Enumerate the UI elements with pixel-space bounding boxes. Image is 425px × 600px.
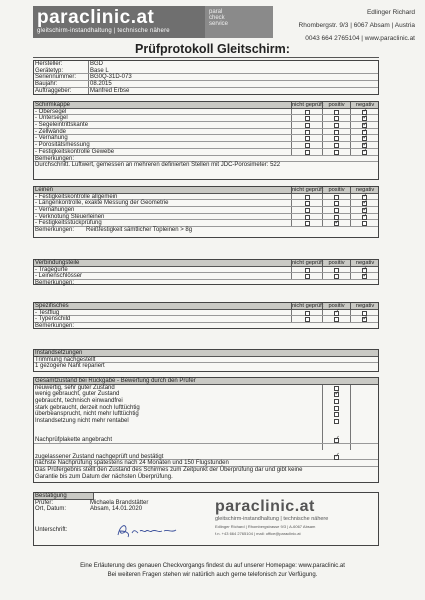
check-item-label: - Längenkontrolle, exakte Messung der Geometrie xyxy=(35,200,169,207)
info-value: Manfred Erbse xyxy=(90,87,130,94)
negative-checkbox[interactable] xyxy=(362,150,367,155)
column-divider xyxy=(291,214,292,220)
column-divider xyxy=(322,207,323,213)
logo-subtitle: gleitschirm-instandhaltung | technische nähere xyxy=(37,28,170,34)
column-divider xyxy=(322,273,323,279)
negative-checkbox[interactable] xyxy=(362,215,367,220)
column-divider xyxy=(350,273,351,279)
check-item-row xyxy=(34,200,378,207)
check-items xyxy=(34,109,378,156)
page-title: Prüfprotokoll Gleitschirm: xyxy=(135,42,290,56)
remarks-label-text: Bemerkungen: xyxy=(35,155,75,162)
col-not-checked: nicht geprüft xyxy=(292,102,324,108)
condition-label: überbeansprucht, nicht mehr lufttüchtig xyxy=(35,411,139,418)
ort-label: Ort, Datum: xyxy=(35,506,67,513)
check-item-label: - Segeleintrittskante xyxy=(35,122,89,129)
check-item-row xyxy=(34,115,378,122)
remarks-label-text: Bemerkungen: xyxy=(35,323,75,330)
positive-checkbox[interactable] xyxy=(334,208,339,213)
logo-badge-text: paral check service xyxy=(209,9,229,27)
stamp-address: Edlinger Richard | Rhombergstrasse 9/3 | A-6067 Absam xyxy=(215,524,316,529)
positive-checkbox[interactable] xyxy=(334,268,339,273)
not-checked-checkbox[interactable] xyxy=(305,201,310,206)
stamp-logo-subtitle: gleitschirm-instandhaltung | technische nähere xyxy=(215,516,329,522)
column-divider xyxy=(291,109,292,115)
col-positive: positiv xyxy=(322,102,350,108)
positive-checkbox[interactable] xyxy=(334,116,339,121)
ort-value: Absam, 14.01.2020 xyxy=(90,506,143,513)
check-item-label: - Porositätsmessung xyxy=(35,142,90,149)
column-divider xyxy=(350,194,351,200)
repair-line xyxy=(34,363,378,370)
column-divider xyxy=(322,316,323,322)
check-item-row xyxy=(34,122,378,129)
condition-row xyxy=(34,385,378,392)
col-negative: negativ xyxy=(350,102,379,108)
col-positive: positiv xyxy=(322,303,350,309)
check-item-label: - Testflug xyxy=(35,309,60,316)
check-item-label: - Typenschild xyxy=(35,316,71,323)
positive-checkbox[interactable] xyxy=(334,317,339,322)
pruefer-label: Prüfer: xyxy=(35,499,54,506)
negative-checkbox[interactable] xyxy=(362,221,367,226)
check-item-label: - Vernähung xyxy=(35,135,68,142)
column-divider xyxy=(322,122,323,128)
info-row xyxy=(34,88,378,95)
positive-checkbox[interactable] xyxy=(334,143,339,148)
not-checked-checkbox[interactable] xyxy=(305,110,310,115)
logo-text: paraclinic.at xyxy=(37,7,155,28)
positive-checkbox[interactable] xyxy=(334,130,339,135)
remarks-label-text: Bemerkungen: xyxy=(35,227,75,234)
repair-line xyxy=(34,357,378,364)
negative-checkbox[interactable] xyxy=(362,317,367,322)
check-item-row xyxy=(34,149,378,156)
check-items xyxy=(34,194,378,227)
column-divider xyxy=(291,122,292,128)
column-divider xyxy=(291,194,292,200)
column-divider xyxy=(350,316,351,322)
column-divider xyxy=(350,115,351,121)
owner-name: Edlinger Richard xyxy=(366,9,415,16)
check-item-row xyxy=(34,310,378,317)
column-divider xyxy=(291,267,292,273)
positive-checkbox[interactable] xyxy=(334,110,339,115)
positive-checkbox[interactable] xyxy=(334,195,339,200)
column-divider xyxy=(291,129,292,135)
check-item-row xyxy=(34,273,378,280)
column-divider xyxy=(322,109,323,115)
section-header xyxy=(34,303,378,310)
note-row xyxy=(34,460,378,467)
positive-checkbox[interactable] xyxy=(334,201,339,206)
condition-row xyxy=(34,398,378,405)
positive-checkbox[interactable] xyxy=(334,311,339,316)
remarks-row xyxy=(34,227,378,234)
check-item-label: - Vernähungen xyxy=(35,207,75,214)
not-checked-checkbox[interactable] xyxy=(305,317,310,322)
column-divider xyxy=(291,200,292,206)
not-checked-checkbox[interactable] xyxy=(305,143,310,148)
not-checked-checkbox[interactable] xyxy=(305,268,310,273)
note-row xyxy=(34,474,378,481)
col-negative: negativ xyxy=(350,187,379,193)
not-checked-checkbox[interactable] xyxy=(305,274,310,279)
signature-label: Unterschrift: xyxy=(35,527,68,534)
column-divider xyxy=(291,149,292,155)
positive-checkbox[interactable] xyxy=(334,150,339,155)
footer-line-2: Bei weiteren Fragen stehen wir natürlich auch gerne telefonisch zur Verfügung. xyxy=(107,572,318,578)
info-label: Seriennummer: xyxy=(35,74,77,81)
remarks-row xyxy=(34,162,378,169)
column-divider xyxy=(291,135,292,141)
note-text: nächste Nachprüfung spätestens nach 24 Monaten und 150 Flugstunden xyxy=(35,460,229,467)
check-item-row xyxy=(34,220,378,227)
info-value: BGD xyxy=(90,61,104,67)
zugelassen-row xyxy=(34,454,378,461)
column-divider xyxy=(322,220,323,226)
check-item-label: - Festigkeitskontrolle Gewebe xyxy=(35,148,115,155)
section-instandsetzungen xyxy=(33,349,379,372)
condition-checkbox[interactable] xyxy=(334,392,339,397)
condition-checkbox[interactable] xyxy=(334,419,339,424)
owner-contact: 0043 664 2765104 | www.paraclinic.at xyxy=(305,35,415,42)
check-item-label: - Festigkeitsstückprüfung xyxy=(35,220,102,227)
column-divider xyxy=(291,207,292,213)
signature-image xyxy=(112,519,190,541)
col-positive: positiv xyxy=(322,260,350,266)
plakette-row xyxy=(34,437,378,444)
not-checked-checkbox[interactable] xyxy=(305,116,310,121)
column-divider xyxy=(350,109,351,115)
check-item-row xyxy=(34,129,378,136)
remarks-label xyxy=(34,156,378,163)
not-checked-checkbox[interactable] xyxy=(305,136,310,141)
info-row xyxy=(34,61,378,68)
pruefer-name: Michaela Brandstätter xyxy=(90,499,149,506)
plakette-checkbox[interactable] xyxy=(334,438,339,443)
spacer xyxy=(34,444,378,454)
condition-checkbox[interactable] xyxy=(334,399,339,404)
condition-row xyxy=(34,418,378,425)
check-item-row xyxy=(34,267,378,274)
column-divider xyxy=(350,129,351,135)
repair-text: Trimmung nachgestellt xyxy=(35,356,96,363)
condition-checkbox[interactable] xyxy=(334,412,339,417)
info-label: Auftraggeber: xyxy=(35,87,72,94)
column-divider xyxy=(350,310,351,316)
column-divider xyxy=(350,122,351,128)
not-checked-checkbox[interactable] xyxy=(305,215,310,220)
not-checked-checkbox[interactable] xyxy=(305,123,310,128)
section-header xyxy=(34,378,378,385)
check-item-label: - Leinenschlösser xyxy=(35,273,83,280)
check-items xyxy=(34,310,378,323)
info-row xyxy=(34,81,378,88)
condition-label: stark gebraucht, derzeit noch lufttüchtig xyxy=(35,404,140,411)
column-divider xyxy=(350,149,351,155)
remarks-row xyxy=(34,280,378,287)
check-item-label: - Tragegurte xyxy=(35,266,68,273)
not-checked-checkbox[interactable] xyxy=(305,150,310,155)
column-divider xyxy=(322,200,323,206)
check-item-row xyxy=(34,142,378,149)
section-header xyxy=(34,260,378,267)
check-item-label: - Untersegel xyxy=(35,115,68,122)
condition-label: gebraucht, technisch einwandfrei xyxy=(35,398,123,405)
positive-checkbox[interactable] xyxy=(334,274,339,279)
column-divider xyxy=(350,200,351,206)
positive-checkbox[interactable] xyxy=(334,221,339,226)
condition-label: Instandsetzung nicht mehr rentabel xyxy=(35,418,129,425)
zugelassen-text: zugelassener Zustand nachgeprüft und bestätigt xyxy=(35,453,164,460)
section-gesamtzustand xyxy=(33,377,379,483)
column-divider xyxy=(291,115,292,121)
check-item-row xyxy=(34,214,378,221)
condition-label: neuwertig, sehr guter Zustand xyxy=(35,384,115,391)
device-info-table xyxy=(33,60,379,95)
positive-checkbox[interactable] xyxy=(334,136,339,141)
condition-row xyxy=(34,405,378,412)
condition-items xyxy=(34,385,378,425)
column-divider xyxy=(350,214,351,220)
column-divider xyxy=(322,149,323,155)
note-text: Das Prüfergebnis stellt den Zustand des Schirmes zum Zeitpunkt der Überprüfung dar und gibt keine xyxy=(35,466,303,473)
column-divider xyxy=(322,214,323,220)
column-divider xyxy=(350,207,351,213)
footer-line-1: Eine Erläuterung des genauen Checkvorgangs findest du auf unserer Homepage: www.paraclinic.at xyxy=(80,563,345,569)
title-divider xyxy=(33,57,379,58)
check-items xyxy=(34,267,378,280)
column-divider xyxy=(350,267,351,273)
col-negative: negativ xyxy=(350,260,379,266)
condition-row xyxy=(34,411,378,418)
positive-checkbox[interactable] xyxy=(334,123,339,128)
check-item-row xyxy=(34,316,378,323)
remarks-text: Reißfestigkeit sämtlicher Topleinen > 8g xyxy=(86,227,193,234)
section-header xyxy=(34,350,378,357)
section-title: Bestätigung xyxy=(35,493,67,499)
column-divider xyxy=(291,310,292,316)
info-value: Base L xyxy=(90,67,109,74)
column-divider xyxy=(322,267,323,273)
section-header xyxy=(34,187,378,194)
plakette-text: Nachprüfplakette angebracht xyxy=(35,436,113,443)
check-item-label: - Festigkeitskontrolle allgemein xyxy=(35,193,118,200)
check-item-row xyxy=(34,207,378,214)
section-title: Verbindungsteile xyxy=(35,260,80,266)
check-item-row xyxy=(34,194,378,201)
col-positive: positiv xyxy=(322,187,350,193)
column-divider xyxy=(322,310,323,316)
stamp-logo xyxy=(215,498,379,536)
col-not-checked: nicht geprüft xyxy=(292,187,324,193)
column-divider xyxy=(350,142,351,148)
owner-address: Rhombergstr. 9/3 | 6067 Absam | Austria xyxy=(298,22,415,29)
check-item-row xyxy=(34,109,378,116)
not-checked-checkbox[interactable] xyxy=(305,130,310,135)
info-value: BG0Q-31D-073 xyxy=(90,74,132,81)
section-header xyxy=(34,102,378,109)
info-label: Baujahr: xyxy=(35,81,58,88)
condition-row xyxy=(34,391,378,398)
note-text: Garantie bis zum Datum der nächsten Überprüfung. xyxy=(35,473,173,480)
check-item-label: - Verknotung Steuerleinen xyxy=(35,213,105,220)
zugelassen-checkbox[interactable] xyxy=(334,455,339,460)
check-item-row xyxy=(34,135,378,142)
section-schirmkappe xyxy=(33,101,379,180)
col-negative: negativ xyxy=(350,303,379,309)
col-not-checked: nicht geprüft xyxy=(292,260,324,266)
stamp-contact: f.n. +43 664 2765104 | mail: office@paraclinic.at xyxy=(215,531,301,536)
check-item-label: - Zellwände xyxy=(35,128,67,135)
not-checked-checkbox[interactable] xyxy=(305,208,310,213)
header-contact xyxy=(299,6,415,45)
column-divider xyxy=(291,316,292,322)
column-divider xyxy=(350,220,351,226)
section-title: Gesamtzustand bei Rückgabe - Bewertung durch den Prüfer xyxy=(35,378,196,384)
column-divider xyxy=(291,142,292,148)
info-value: 08.2015 xyxy=(90,81,112,88)
logo-badge xyxy=(205,6,273,38)
not-checked-checkbox[interactable] xyxy=(305,311,310,316)
info-label: Hersteller: xyxy=(35,61,63,67)
spacer xyxy=(34,425,378,437)
stamp-logo-text: paraclinic.at xyxy=(215,498,315,515)
column-divider xyxy=(322,135,323,141)
section-title: Spezifisches xyxy=(35,303,69,309)
remarks-row xyxy=(34,323,378,330)
negative-checkbox[interactable] xyxy=(362,274,367,279)
column-divider xyxy=(350,135,351,141)
condition-checkbox[interactable] xyxy=(334,406,339,411)
column-divider xyxy=(322,115,323,121)
not-checked-checkbox[interactable] xyxy=(305,221,310,226)
remarks-label-text: Bemerkungen: xyxy=(35,280,75,287)
section-header xyxy=(34,493,94,500)
section-title: Instandsetzungen xyxy=(35,350,83,356)
not-checked-checkbox[interactable] xyxy=(305,195,310,200)
column-divider xyxy=(322,194,323,200)
info-row xyxy=(34,68,378,75)
info-label: Gerätetyp: xyxy=(35,67,64,74)
repair-text: 1 gezogene Naht repariert xyxy=(35,363,105,370)
check-item-label: - Obersegel xyxy=(35,108,67,115)
section-spezifisches xyxy=(33,302,379,329)
remarks-text: Durchschnitt. Luftwert, gemessen an mehreren definierten Stellen mit JDC-Porosimeter: 522 xyxy=(35,162,281,169)
paraclinic-logo xyxy=(33,6,273,38)
col-not-checked: nicht geprüft xyxy=(292,303,324,309)
condition-label: wenig gebraucht, guter Zustand xyxy=(35,391,120,398)
note-row xyxy=(34,467,378,474)
column-divider xyxy=(322,142,323,148)
section-leinen xyxy=(33,186,379,238)
column-divider xyxy=(322,129,323,135)
info-row xyxy=(34,74,378,81)
section-verbindungsteile xyxy=(33,259,379,285)
column-divider xyxy=(291,220,292,226)
section-title: Leinen xyxy=(35,187,54,193)
section-title: Schirmkappe xyxy=(35,102,71,108)
column-divider xyxy=(291,273,292,279)
